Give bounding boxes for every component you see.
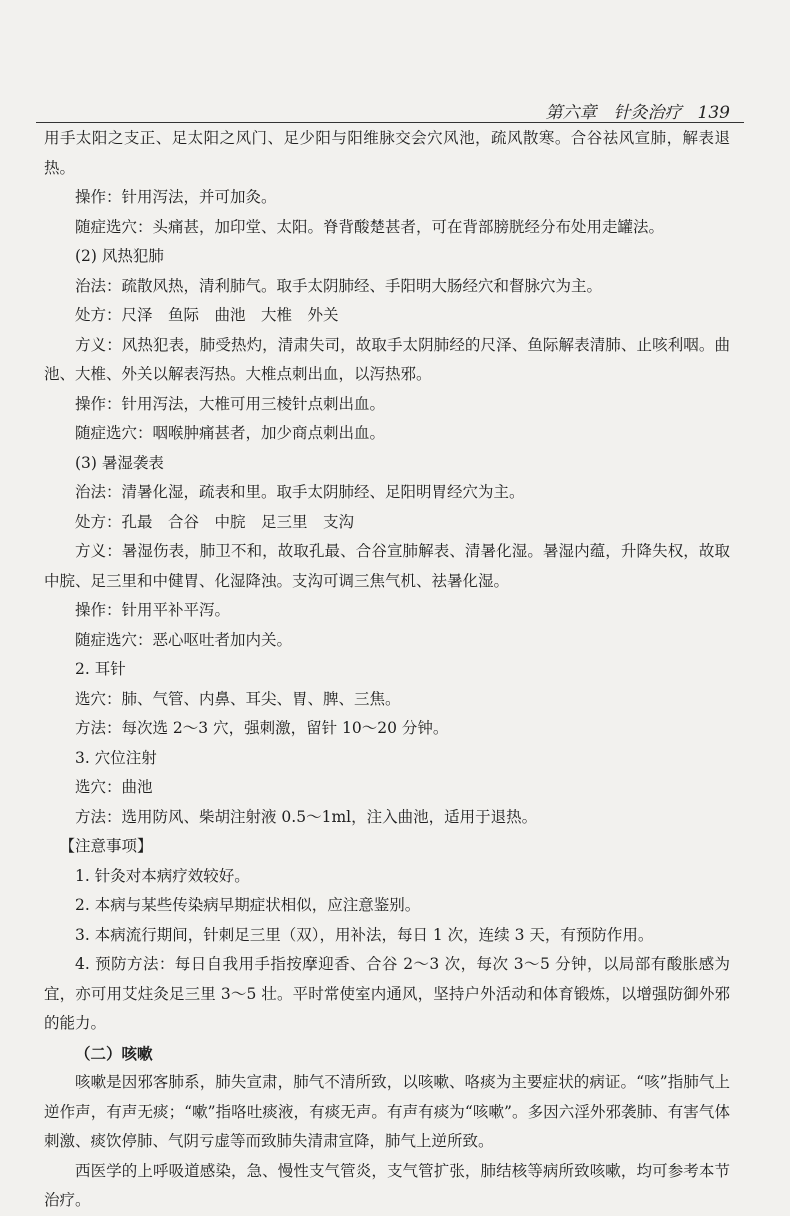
paragraph: 选穴：曲池 [75, 778, 153, 796]
section-heading: （二）咳嗽 [75, 1043, 153, 1063]
subsection-heading: 3. 穴位注射 [75, 748, 157, 767]
paragraph: 处方：孔最 合谷 中脘 足三里 支沟 [75, 512, 355, 531]
subsection-heading: (3) 暑湿袭表 [75, 453, 164, 472]
header-rule [36, 122, 744, 123]
list-item: 3. 本病流行期间，针刺足三里（双），用补法，每日 1 次，连续 3 天，有预防作用。 [75, 925, 654, 944]
paragraph: 咳嗽是因邪客肺系，肺失宣肃，肺气不清所致，以咳嗽、咯痰为主要症状的病证。“咳”指肺气上逆作声，有声无痰；“嗽”指咯吐痰液，有痰无声。有声有痰为“咳嗽”。多因六淫外邪袭肺、有害气体刺激、痰饮停肺、气阴亏虚等而致肺失清肃宣降，肺气上逆所致。 [44, 1073, 730, 1150]
paragraph: 西医学的上呼吸道感染，急、慢性支气管炎，支气管扩张，肺结核等病所致咳嗽，均可参考本节治疗。 [44, 1161, 730, 1209]
paragraph: 操作：针用泻法，并可加灸。 [75, 188, 277, 206]
list-item: 4. 预防方法：每日自我用手指按摩迎香、合谷 2～3 次，每次 3～5 分钟，以局部有酸胀感为宜，亦可用艾炷灸足三里 3～5 壮。平时常使室内通风，坚持户外活动和体育锻炼，以增强防御外邪的能力。 [44, 955, 730, 1032]
paragraph: 治法：清暑化湿，疏表和里。取手太阴肺经、足阳明胃经穴为主。 [75, 483, 525, 501]
paragraph: 随症选穴：头痛甚，加印堂、太阳。脊背酸楚甚者，可在背部膀胱经分布处用走罐法。 [75, 217, 665, 236]
list-item: 1. 针灸对本病疗效较好。 [75, 866, 250, 885]
page-number: 139 [697, 103, 730, 123]
paragraph: 治法：疏散风热，清利肺气。取手太阴肺经、手阳明大肠经穴和督脉穴为主。 [75, 276, 603, 295]
body-text [44, 124, 730, 1216]
paragraph: 选穴：肺、气管、内鼻、耳尖、胃、脾、三焦。 [75, 689, 401, 708]
paragraph: 方法：每次选 2～3 穴，强刺激，留针 10～20 分钟。 [75, 719, 449, 737]
notes-heading: 【注意事项】 [59, 837, 153, 855]
paragraph: 操作：针用平补平泻。 [75, 601, 231, 619]
running-header [0, 98, 730, 123]
paragraph: 操作：针用泻法，大椎可用三棱针点刺出血。 [75, 394, 386, 413]
subsection-heading: 2. 耳针 [75, 660, 126, 678]
chapter-title: 第六章 针灸治疗 [545, 103, 682, 123]
paragraph: 随症选穴：咽喉肿痛甚者，加少商点刺出血。 [75, 424, 386, 442]
paragraph: 用手太阳之支正、足太阳之风门、足少阳与阳维脉交会穴风池，疏风散寒。合谷祛风宣肺，解表退热。 [44, 129, 730, 177]
paragraph: 方法：选用防风、柴胡注射液 0.5～1ml，注入曲池，适用于退热。 [75, 807, 538, 826]
list-item: 2. 本病与某些传染病早期症状相似，应注意鉴别。 [75, 896, 421, 914]
subsection-heading: (2) 风热犯肺 [75, 247, 164, 265]
paragraph: 随症选穴：恶心呕吐者加内关。 [75, 630, 293, 649]
paragraph: 方义：暑湿伤表，肺卫不和，故取孔最、合谷宣肺解表、清暑化湿。暑湿内蕴，升降失权，故取中脘、足三里和中健胃、化湿降浊。支沟可调三焦气机、祛暑化湿。 [44, 542, 730, 590]
paragraph: 方义：风热犯表，肺受热灼，清肃失司，故取手太阴肺经的尺泽、鱼际解表清肺、止咳利咽。曲池、大椎、外关以解表泻热。大椎点刺出血，以泻热邪。 [44, 335, 730, 383]
paragraph: 处方：尺泽 鱼际 曲池 大椎 外关 [75, 306, 339, 324]
